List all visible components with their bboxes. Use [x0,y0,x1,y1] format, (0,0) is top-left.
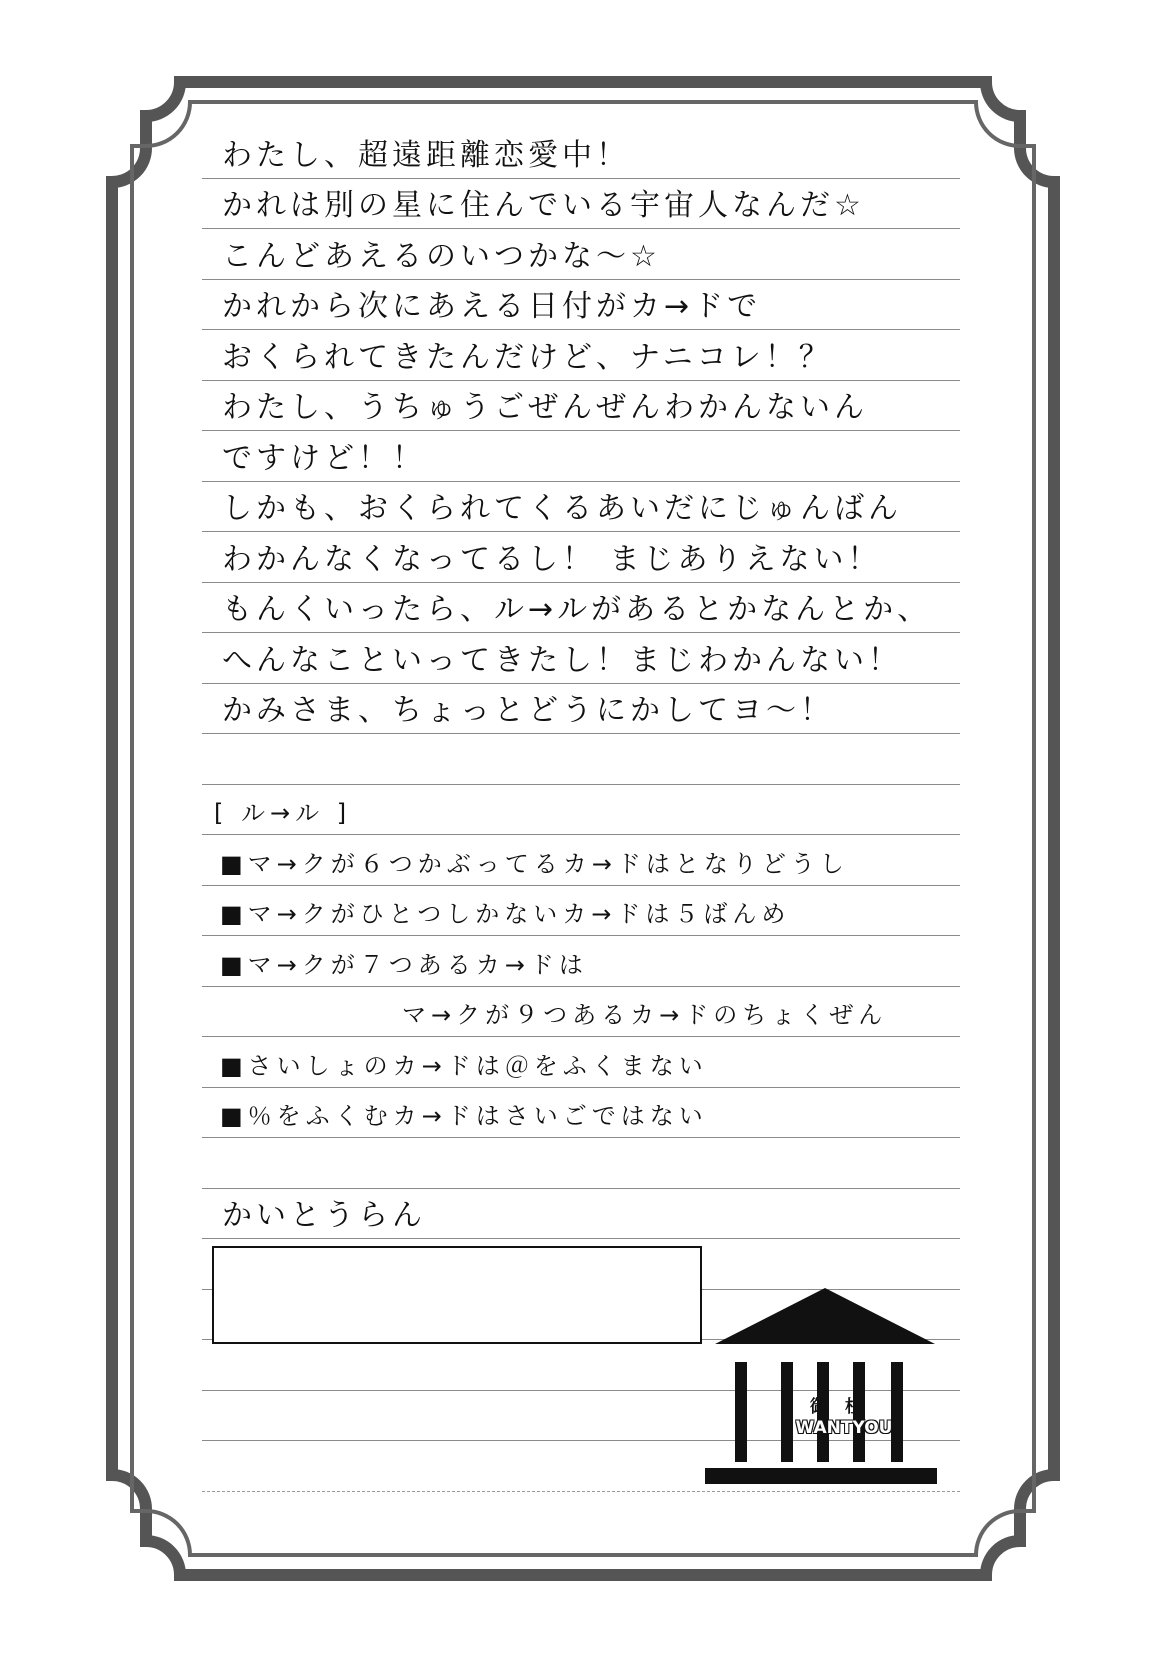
ruled-line [202,1087,960,1088]
rules-heading: [ ル→ル ] [214,799,352,827]
ruled-line [202,481,960,482]
ruled-line [202,1188,960,1189]
logo-word: WANTYOU [795,1418,893,1438]
story-line: かれから次にあえる日付がカ→ドで [222,289,762,324]
logo-kanji: 御柱 [810,1397,880,1417]
ruled-line [202,228,960,229]
ruled-line [202,531,960,532]
ruled-line [202,885,960,886]
story-line: わかんなくなってるし！ まじありえない！ [222,542,882,577]
ruled-line [202,329,960,330]
story-line: ですけど！！ [222,441,426,476]
rule-item-continuation: マ→クが９つあるカ→ドのちょくぜん [402,1001,888,1029]
shrine-logo-icon [705,1288,945,1488]
ruled-line [202,733,960,734]
ruled-line [202,1036,960,1037]
story-line: かみさま、ちょっとどうにかしてヨ～！ [222,693,834,728]
story-line: わたし、超遠距離恋愛中！ [222,138,630,173]
ruled-line [202,986,960,987]
ruled-line [202,935,960,936]
ruled-line [202,683,960,684]
answer-label: かいとうらん [222,1198,426,1233]
answer-box[interactable] [212,1246,702,1344]
rule-item: ■マ→クがひとつしかないカ→ドは５ばんめ [220,900,791,928]
ruled-line-bottom [202,1491,960,1492]
rule-item: ■％をふくむカ→ドはさいごではない [220,1102,708,1130]
story-line: もんくいったら、ル→ルがあるとかなんとか、 [222,592,932,627]
ruled-line [202,632,960,633]
ruled-line [202,582,960,583]
story-line: こんどあえるのいつかな～☆ [222,239,661,274]
rule-item: ■さいしょのカ→ドは＠をふくまない [220,1052,708,1080]
story-line: おくられてきたんだけど、ナニコレ！？ [222,340,833,375]
ruled-line [202,430,960,431]
rule-item: ■マ→クが７つあるカ→ドは [220,951,588,979]
ruled-line [202,784,960,785]
ruled-line [202,178,960,179]
story-line: へんなこといってきたし！まじわかんない！ [222,643,902,678]
story-line: しかも、おくられてくるあいだにじゅんばん [222,491,902,526]
ruled-line [202,1238,960,1239]
rule-item: ■マ→クが６つかぶってるカ→ドはとなりどうし [220,850,849,878]
story-line: かれは別の星に住んでいる宇宙人なんだ☆ [222,188,865,223]
ruled-line [202,279,960,280]
ruled-line [202,1137,960,1138]
story-line: わたし、うちゅうごぜんぜんわかんないん [222,390,868,425]
ruled-line [202,834,960,835]
ruled-line [202,380,960,381]
